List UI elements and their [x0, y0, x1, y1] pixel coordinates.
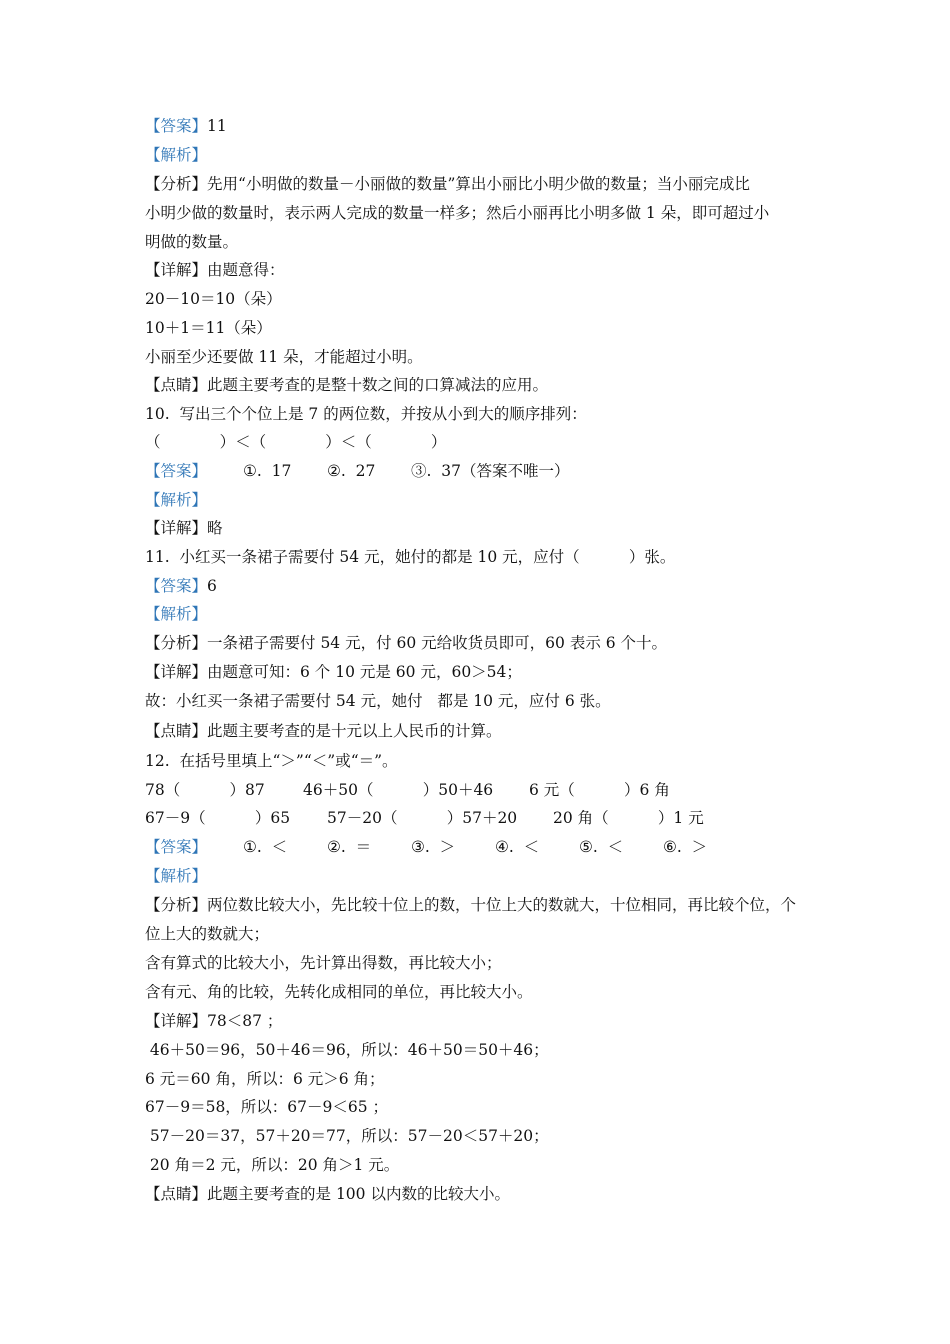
q12-dianjing-line [145, 1184, 825, 1204]
q12-fenxi-line-1 [145, 895, 825, 915]
xiangjie-tag: 【详解】 [145, 663, 208, 681]
q12-question: 12. 在括号里填上“＞”“＜”或“＝”。 [145, 752, 398, 770]
dianjing-tag: 【点睛】 [145, 722, 208, 740]
dianjing-tag: 【点睛】 [145, 1185, 208, 1203]
answer-item: ③. 37（答案不唯一） [411, 462, 570, 480]
fenxi-tag: 【分析】 [145, 175, 208, 193]
answer-item: ②. ＝ [327, 838, 372, 856]
q12-row-1 [145, 780, 825, 800]
q9-fenxi-line-3: 明做的数量。 [145, 233, 239, 251]
q9-fenxi-line-2: 小明少做的数量时，表示两人完成的数量一样多；然后小丽再比小明多做 1 朵，即可超过小 [145, 204, 770, 222]
xiangjie-text: 略 [207, 519, 223, 537]
answer-tag: 【答案】 [145, 117, 208, 135]
fenxi-tag: 【分析】 [145, 634, 208, 652]
compare-item: 57－20（ ）57＋20 [327, 809, 518, 827]
answer-item: ②. 27 [327, 462, 376, 480]
compare-item: 67－9（ ）65 [145, 809, 291, 827]
answer-item: ⑤. ＜ [579, 838, 624, 856]
answer-value: 11 [207, 117, 227, 135]
q12-xiangjie-line [145, 1011, 825, 1031]
answer-item: ①. 17 [243, 462, 292, 480]
q12-analysis-tag: 【解析】 [145, 867, 208, 885]
q10-question: 10. 写出三个个位上是 7 的两位数，并按从小到大的顺序排列： [145, 405, 587, 423]
q10-xiangjie-line [145, 518, 825, 538]
q12-answer-line [145, 837, 825, 857]
answer-tag: 【答案】 [145, 838, 208, 856]
q11-xiangjie-line [145, 662, 825, 682]
answer-item: ①. ＜ [243, 838, 288, 856]
answer-item: ④. ＜ [495, 838, 540, 856]
xiangjie-text: 由题意可知：6 个 10 元是 60 元，60＞54； [207, 663, 522, 681]
q12-detail-2: 6 元＝60 角，所以：6 元＞6 角； [145, 1070, 385, 1088]
q9-dianjing-line [145, 375, 825, 395]
q12-fenxi-line-3: 含有算式的比较大小，先计算出得数，再比较大小； [145, 954, 502, 972]
q11-answer-line [145, 576, 825, 596]
q9-analysis-tag: 【解析】 [145, 146, 208, 164]
dianjing-text: 此题主要考查的是 100 以内数的比较大小。 [207, 1185, 510, 1203]
xiangjie-tag: 【详解】 [145, 519, 208, 537]
q12-detail-5: 20 角＝2 元，所以：20 角＞1 元。 [145, 1156, 400, 1174]
answer-tag: 【答案】 [145, 577, 208, 595]
xiangjie-text: 78＜87 ； [207, 1012, 283, 1030]
q9-calc-2: 10＋1＝11（朵） [145, 319, 272, 337]
q12-fenxi-line-2: 位上大的数就大； [145, 925, 270, 943]
q12-detail-1: 46＋50＝96，50＋46＝96，所以：46＋50＝50＋46； [145, 1041, 549, 1059]
q12-detail-4: 57－20＝37，57＋20＝77，所以：57－20＜57＋20； [145, 1127, 549, 1145]
xiangjie-tag: 【详解】 [145, 1012, 208, 1030]
xiangjie-text: 由题意得： [207, 261, 285, 279]
q9-xiangjie-line [145, 260, 825, 280]
q11-question: 11. 小红买一条裙子需要付 54 元，她付的都是 10 元，应付（ ）张。 [145, 548, 676, 566]
fenxi-text: 两位数比较大小，先比较十位上的数，十位上大的数就大，十位相同，再比较个位，个 [207, 896, 797, 914]
compare-item: 20 角（ ）1 元 [553, 809, 704, 827]
q12-detail-3: 67－9＝58，所以：67－9＜65 ； [145, 1098, 389, 1116]
dianjing-text: 此题主要考查的是十元以上人民币的计算。 [207, 722, 502, 740]
fenxi-text: 先用“小明做的数量－小丽做的数量”算出小丽比小明少做的数量；当小丽完成比 [207, 175, 750, 193]
q11-fenxi-line [145, 633, 825, 653]
dianjing-text: 此题主要考查的是整十数之间的口算减法的应用。 [207, 376, 549, 394]
answer-item: ⑥. ＞ [663, 838, 708, 856]
fenxi-text: 一条裙子需要付 54 元，付 60 元给收货员即可，60 表示 6 个十。 [207, 634, 668, 652]
q11-dianjing-line [145, 721, 825, 741]
q12-fenxi-line-4: 含有元、角的比较，先转化成相同的单位，再比较大小。 [145, 983, 533, 1001]
dianjing-tag: 【点睛】 [145, 376, 208, 394]
answer-tag: 【答案】 [145, 462, 208, 480]
q10-answer-line [145, 461, 825, 481]
q9-calc-1: 20－10＝10（朵） [145, 290, 282, 308]
q9-answer-line [145, 116, 825, 136]
compare-item: 46＋50（ ）50＋46 [303, 781, 494, 799]
fenxi-tag: 【分析】 [145, 896, 208, 914]
q10-analysis-tag: 【解析】 [145, 491, 208, 509]
q11-analysis-tag: 【解析】 [145, 605, 208, 623]
answer-item: ③. ＞ [411, 838, 456, 856]
q9-fenxi-line-1 [145, 174, 825, 194]
q10-blanks: （ ）＜（ ）＜（ ） [145, 433, 447, 451]
q12-row-2 [145, 808, 825, 828]
q11-conclusion: 故：小红买一条裙子需要付 54 元，她付 都是 10 元，应付 6 张。 [145, 692, 611, 710]
compare-item: 78（ ）87 [145, 781, 265, 799]
q9-conclusion: 小丽至少还要做 11 朵，才能超过小明。 [145, 348, 423, 366]
compare-item: 6 元（ ）6 角 [529, 781, 670, 799]
answer-value: 6 [207, 577, 217, 595]
xiangjie-tag: 【详解】 [145, 261, 208, 279]
